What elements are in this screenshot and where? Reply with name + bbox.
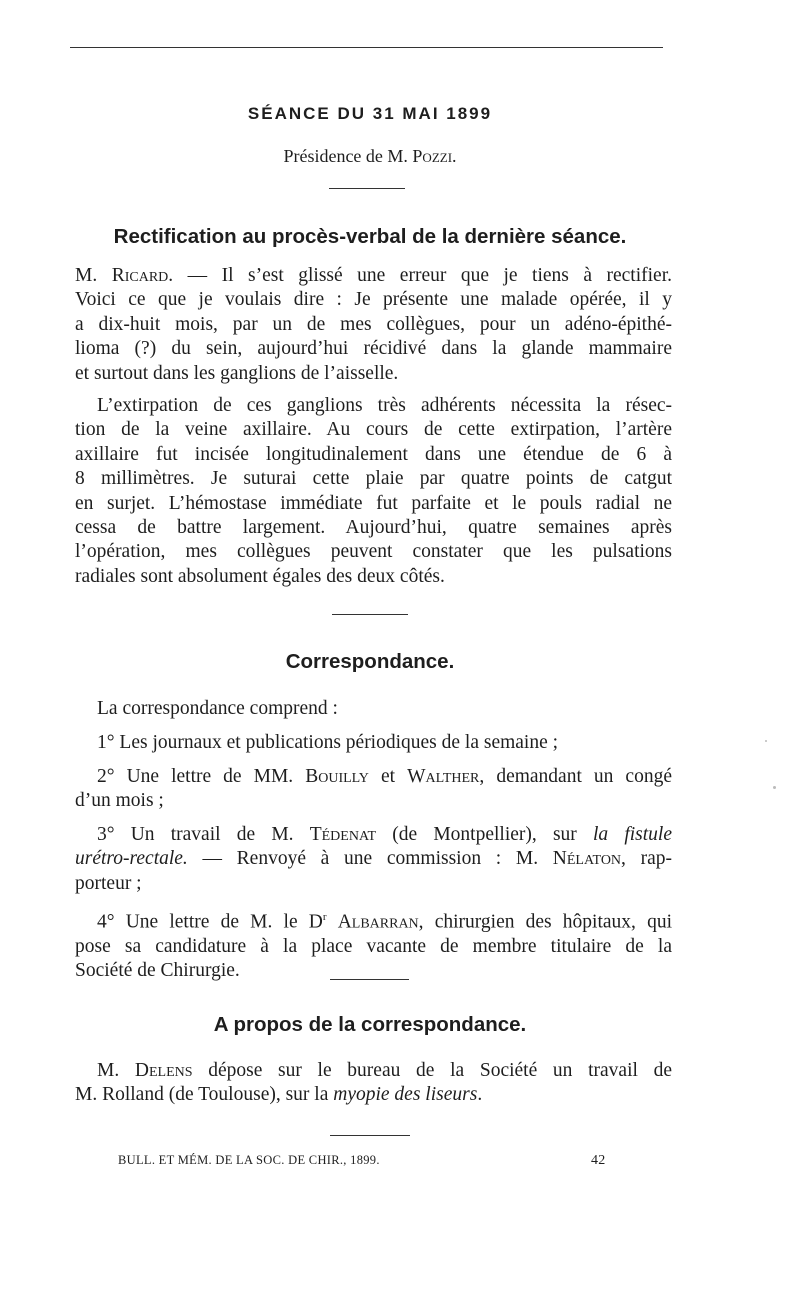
text-line: l’opération, mes collègues peuvent constater que les pulsations (75, 541, 672, 563)
text-line: en surjet. L’hémostase immédiate fut parfaite et le pouls radial ne (75, 492, 672, 514)
correspondance-item-3 (75, 823, 672, 896)
text-line: pose sa candidature à la place vacante de membre titulaire de la (75, 935, 672, 957)
presidence-line: Présidence de M. Pozzi. (283, 146, 457, 166)
text-line: M. Rolland (de Toulouse), sur la myopie des liseurs. (75, 1084, 483, 1106)
top-rule (70, 47, 663, 48)
paragraph-ricard (75, 264, 672, 386)
text-line: M. Ricard. — Il s’est glissé une erreur que je tiens à rectifier. (75, 265, 672, 286)
scan-speck (765, 740, 767, 742)
text-line: axillaire fut incisée longitudinalement dans une étendue de 6 à (75, 443, 672, 465)
text-line: M. Delens dépose sur le bureau de la Société un travail de (97, 1060, 672, 1081)
footer-citation: BULL. ET MÉM. DE LA SOC. DE CHIR., 1899. (118, 1153, 380, 1167)
paragraph-extirpation (75, 394, 672, 589)
separator-1 (329, 188, 405, 189)
text-line: 3° Un travail de M. Tédenat (de Montpellier), sur la fistule (97, 824, 672, 845)
separator-2 (332, 614, 408, 615)
text-line: 8 millimètres. Je suturai cette plaie par quatre points de catgut (75, 468, 672, 490)
text-line: porteur ; (75, 872, 142, 894)
separator-3 (330, 979, 409, 980)
text-line: L’extirpation de ces ganglions très adhérents nécessita la résec- (97, 395, 672, 416)
section-heading-correspondance: Correspondance. (285, 650, 455, 673)
seance-title: SÉANCE DU 31 MAI 1899 (247, 104, 493, 123)
text-line: urétro-rectale. — Renvoyé à une commission : M. Nélaton, rap- (75, 848, 672, 870)
section-heading-rectification: Rectification au procès-verbal de la dernière séance. (113, 225, 627, 248)
scan-speck (773, 786, 776, 789)
text-line: lioma (?) du sein, aujourd’hui récidivé dans la glande mammaire (75, 338, 672, 360)
separator-footer (330, 1135, 410, 1136)
correspondance-item-1: 1° Les journaux et publications périodiques de la semaine ; (97, 732, 559, 753)
correspondance-item-2 (75, 765, 672, 814)
text-line: 2° Une lettre de MM. Bouilly et Walther, demandant un congé (97, 766, 672, 787)
correspondance-intro: La correspondance comprend : (97, 698, 338, 719)
text-line: Société de Chirurgie. (75, 960, 240, 982)
text-line: tion de la veine axillaire. Au cours de cette extirpation, l’artère (75, 419, 672, 441)
text-line: cessa de battre largement. Aujourd’hui, quatre semaines après (75, 517, 672, 539)
text-line: d’un mois ; (75, 790, 164, 812)
correspondance-item-4 (75, 905, 672, 984)
paragraph-delens (75, 1059, 672, 1108)
speaker-name: Ricard (111, 265, 169, 286)
footer-page-number: 42 (591, 1153, 606, 1168)
text-line: et surtout dans les ganglions de l’aisselle. (75, 362, 399, 384)
text-line: 4° Une lettre de M. le $D^r$ Albarran, chirurgien des hôpitaux, qui (97, 911, 673, 933)
section-heading-a-propos: A propos de la correspondance. (213, 1013, 527, 1036)
text-line: radiales sont absolument égales des deux côtés. (75, 565, 445, 587)
text-line: a dix-huit mois, par un de mes collègues, pour un adéno-épithé- (75, 313, 672, 335)
text-line: Voici ce que je voulais dire : Je présente une malade opérée, il y (75, 289, 672, 311)
